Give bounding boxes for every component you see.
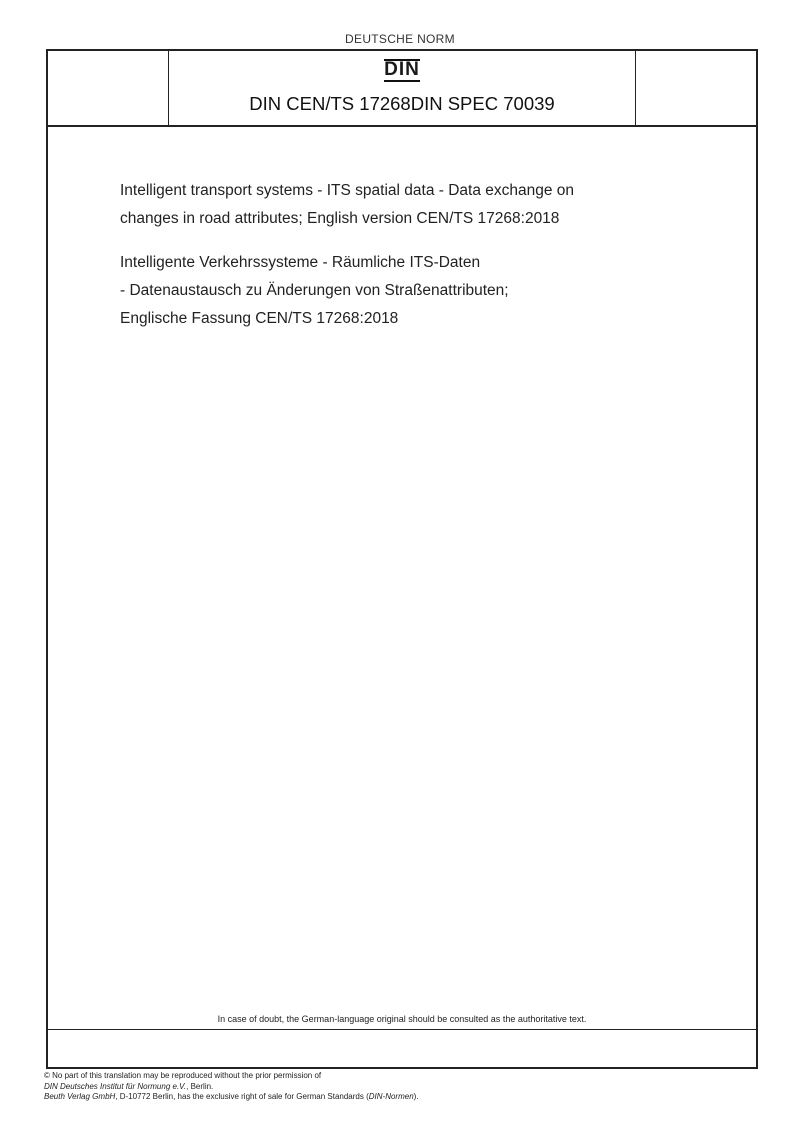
document-number: DIN CEN/TS 17268DIN SPEC 70039 bbox=[249, 93, 555, 114]
copyright-line-3-end: ). bbox=[413, 1092, 419, 1101]
copyright-notice bbox=[44, 1071, 419, 1103]
german-title-line: Englische Fassung CEN/TS 17268:2018 bbox=[120, 310, 399, 327]
copyright-line-3 bbox=[44, 1092, 419, 1103]
din-normen-label: DIN-Normen bbox=[368, 1092, 414, 1101]
titles-block bbox=[120, 177, 680, 333]
din-logo-text: DIN bbox=[384, 59, 420, 80]
german-title-line: - Datenaustausch zu Änderungen von Straßenattributen; bbox=[120, 282, 509, 299]
document-frame bbox=[46, 49, 758, 1069]
english-title-line: Intelligent transport systems - ITS spatial data - Data exchange on bbox=[120, 182, 575, 199]
german-title bbox=[120, 249, 680, 333]
din-logo bbox=[170, 59, 634, 82]
header-left-cell bbox=[48, 51, 169, 125]
header-row bbox=[48, 51, 756, 127]
german-title-line: Intelligente Verkehrssysteme - Räumliche ITS-Daten bbox=[120, 254, 481, 271]
english-title bbox=[120, 177, 680, 233]
header-right-cell bbox=[635, 51, 756, 125]
header-center-cell bbox=[170, 51, 634, 125]
copyright-line-2 bbox=[44, 1082, 419, 1093]
copyright-line-3-mid: , D-10772 Berlin, has the exclusive right of sale for German Standards ( bbox=[115, 1092, 369, 1101]
din-institute-name: DIN Deutsches Institut für Normung e.V. bbox=[44, 1081, 187, 1091]
beuth-verlag-name: Beuth Verlag GmbH bbox=[44, 1092, 116, 1101]
document-type-label: DEUTSCHE NORM bbox=[345, 32, 455, 46]
english-title-line: changes in road attributes; English version CEN/TS 17268:2018 bbox=[120, 210, 560, 227]
authoritative-text-note: In case of doubt, the German-language original should be consulted as the authoritative text. bbox=[217, 1014, 587, 1024]
footer-divider bbox=[48, 1029, 756, 1030]
copyright-line-1: © No part of this translation may be reproduced without the prior permission of bbox=[44, 1071, 322, 1080]
copyright-line-2-rest: , Berlin. bbox=[186, 1081, 214, 1091]
